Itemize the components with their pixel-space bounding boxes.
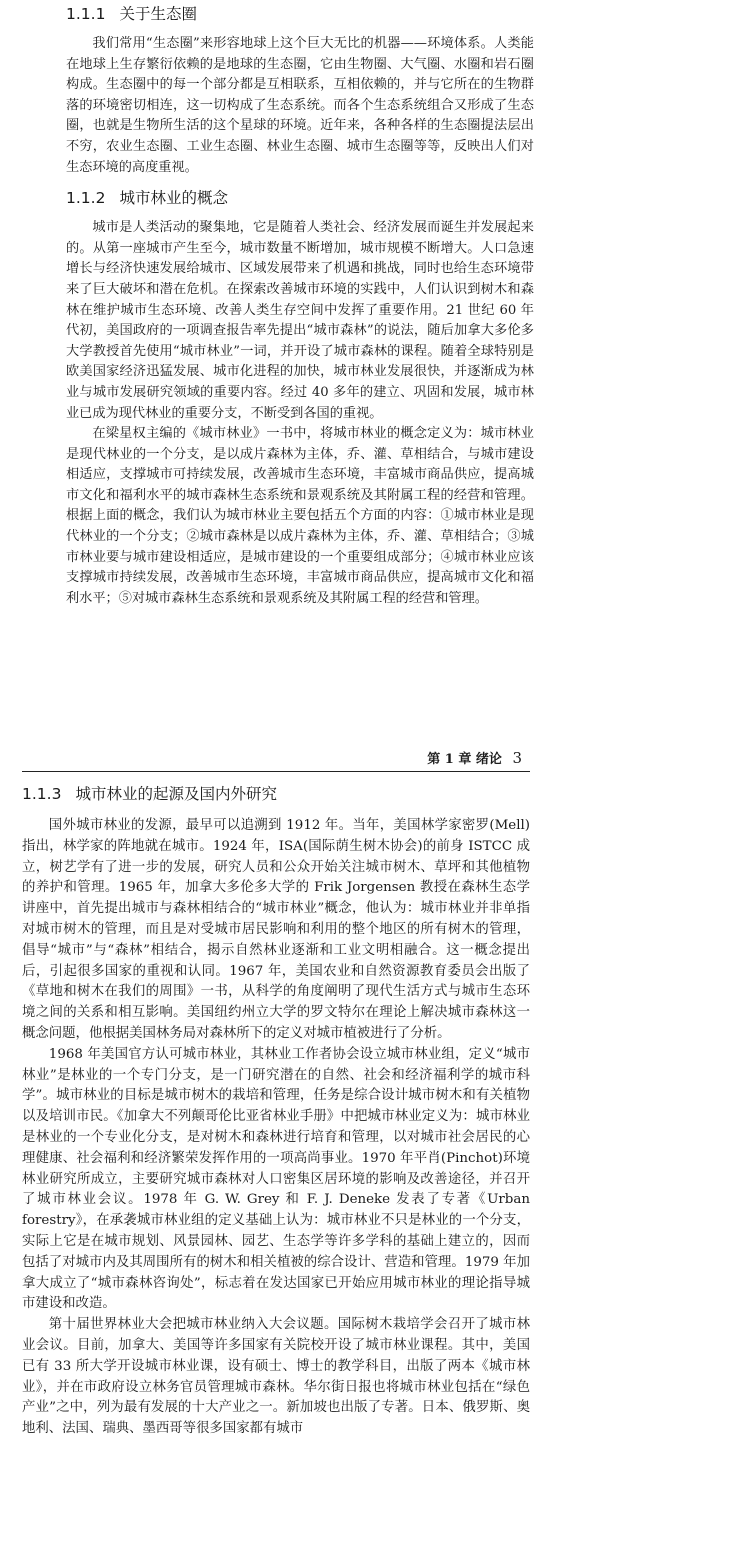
section-title: 城市林业的概念 [119,189,228,208]
running-header [22,745,530,772]
paragraph: 第十届世界林业大会把城市林业纳入大会议题。国际树木栽培学会召开了城市林业会议。目前，加拿大、美国等许多国家有关院校开设了城市林业课程。其中，美国已有 33 所大学开设城市林业课，设有硕士、博士的教学科目，出版了两本《城市林业》，并在市政府设立林务官员管理城市森林。华尔街日报也将城市林业包括在“绿色产业”之中，列为最有发展的十大产业之一。新加坡也出版了专著。日本、俄罗斯、奥地利、法国、瑞典、墨西哥等很多国家都有城市 [22,1317,530,1437]
section-heading-1-1-2 [66,184,534,212]
section-number: 1.1.1 [66,5,106,23]
section-title: 关于生态圈 [119,5,197,23]
paragraph: 1968 年美国官方认可城市林业，其林业工作者协会设立城市林业组，定义“城市林业”是林业的一个专门分支，是一门研究潜在的自然、社会和经济福利学的城市科学”。城市林业的目标是城市树木的栽培和管理，任务是综合设计城市树木和有关植物以及培训市民。《加拿大不列颠哥伦比亚省林业手册》中把城市林业定义为：城市林业是林业的一个专业化分支，是对树木和森林进行培育和管理，以对城市社会居民的心理健康、社会福利和经济繁荣发挥作用的一项高尚事业。1970 年平肖(Pinchot)环境林业研究所成立，主要研究城市森林对人口密集区居环境的影响及改善途径，并召开了城市林业会议。1978 年 G. W. Grey 和 F. J. Deneke 发表了专著《Urban forestry》，在承袭城市林业组的定义基础上认为：城市林业不只是林业的一个分支，实际上它是在城市规划、风景园林、园艺、生态学等许多学科的基础上建立的，因而包括了对城市内及其周围所有的树木和相关植被的综合设计、营造和管理。1979 年加拿大成立了“城市森林咨询处”，标志着在发达国家已开始应用城市林业的理论指导城市建设和改造。 [22,1046,530,1312]
bottom-page [22,745,530,1440]
running-header-text [427,748,522,767]
section-title: 城市林业的起源及国内外研究 [75,785,277,803]
paragraph: 城市是人类活动的聚集地，它是随着人类社会、经济发展而诞生并发展起来的。从第一座城市产生至今，城市数量不断增加，城市规模不断增大。人口急速增长与经济快速发展给城市、区域发展带来了机遇和挑战，同时也给生态环境带来了巨大破坏和潜在危机。在探索改善城市环境的实践中，人们认识到树木和森林在维护城市生态环境、改善人类生存空间中发挥了重要作用。21 世纪 60 年代初，美国政府的一项调查报告率先提出“城市森林”的说法，随后加拿大多伦多大学教授首先使用“城市林业”一词，并开设了城市森林的课程。随着全球特别是欧美国家经济迅猛发展、城市化进程的加快，城市林业发展很快，并逐渐成为林业与城市发展研究领域的重要内容。经过 40 多年的建立、巩固和发展，城市林业已成为现代林业的重要分支，不断受到各国的重视。 [66,220,534,421]
section-heading-1-1-3 [22,780,530,808]
paragraph: 我们常用“生态圈”来形容地球上这个巨大无比的机器——环境体系。人类能在地球上生存繁衍依赖的是地球的生态圈，它由生物圈、大气圈、水圈和岩石圈构成。生态圈中的每一个部分都是互相联系，互相依赖的，并与它所在的生物群落的环境密切相连，这一切构成了生态系统。而各个生态系统组合又形成了生态圈，也就是生物所生活的这个星球的环境。近年来，各种各样的生态圈提法层出不穷，农业生态圈、工业生态圈、林业生态圈、城市生态圈等等，反映出人们对生态环境的高度重视。 [66,36,534,175]
paragraph: 国外城市林业的发源，最早可以追溯到 1912 年。当年，美国林学家密罗(Mell)指出，林学家的阵地就在城市。1924 年，ISA(国际荫生树木协会)的前身 ISTCC 成立，树艺学有了进一步的发展，研究人员和公众开始关注城市树木、草坪和其他植物的养护和管理。1965 年，加拿大多伦多大学的 Frik Jorgensen 教授在森林生态学讲座中，首先提出城市与森林相结合的“城市林业”概念，他认为：城市林业并非单指对城市树木的管理，而且是对受城市居民影响和利用的整个地区的所有树木的管理，倡导“城市”与“森林”相结合，揭示自然林业逐渐和工业文明相融合。这一概念提出后，引起很多国家的重视和认同。1967 年，美国农业和自然资源教育委员会出版了《草地和树木在我们的周围》一书，从科学的角度阐明了现代生活方式与城市生态环境之间的关系和相互影响。美国纽约州立大学的罗文特尔在理论上解决城市森林这一概念问题，他根据美国林务局对森林所下的定义对城市植被进行了分析。 [22,818,530,1041]
section-number: 1.1.2 [66,189,106,208]
section-number: 1.1.3 [22,785,62,803]
chapter-title: 绪论 [475,752,502,767]
paragraph: 在梁星权主编的《城市林业》一书中，将城市林业的概念定义为：城市林业是现代林业的一个分支，是以成片森林为主体，乔、灌、草相结合，与城市建设相适应，支撑城市可持续发展，改善城市生态环境，丰富城市商品供应，提高城市文化和福利水平的城市森林生态系统和景观系统及其附属工程的经营和管理。根据上面的概念，我们认为城市林业主要包括五个方面的内容：①城市林业是现代林业的一个分支；②城市森林是以成片森林为主体，乔、灌、草相结合；③城市林业要与城市建设相适应，是城市建设的一个重要组成部分；④城市林业应该支撑城市持续发展，改善城市生态环境，丰富城市商品供应，提高城市文化和福利水平；⑤对城市森林生态系统和景观系统及其附属工程的经营和管理。 [66,426,534,606]
top-page [66,0,534,609]
chapter-label: 第 1 章 [427,752,472,767]
section-heading-1-1-1 [66,0,534,28]
page-number: 3 [512,749,522,767]
